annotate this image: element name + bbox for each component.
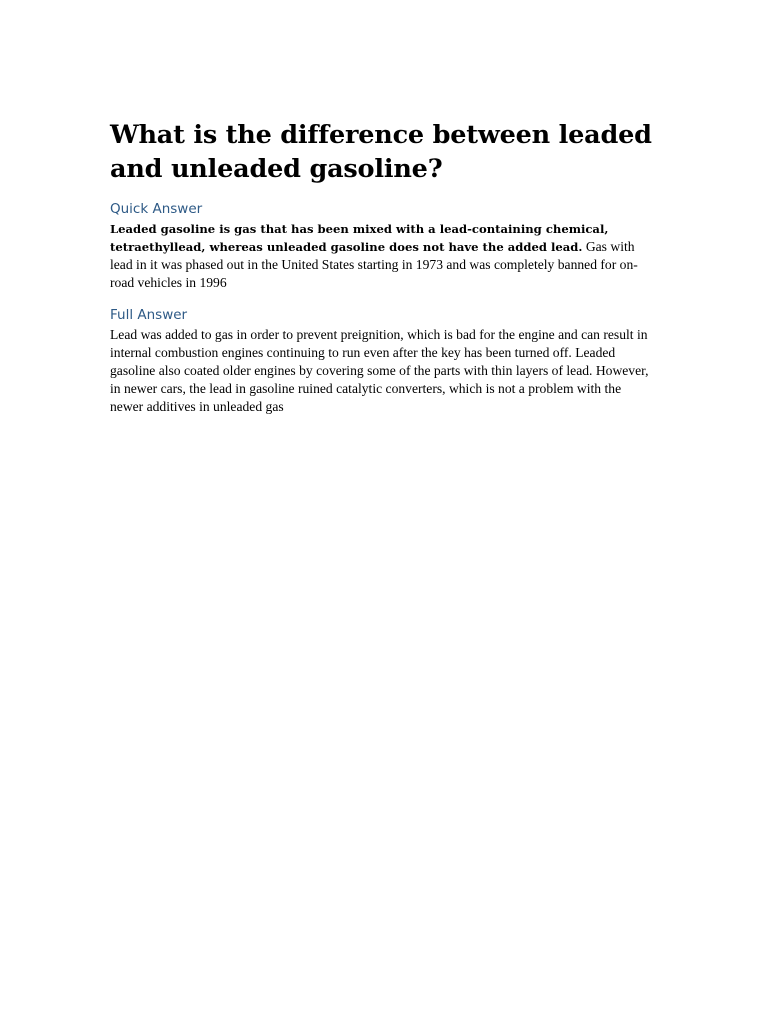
- quick-answer-bold-text: Leaded gasoline is gas that has been mixed with a lead-containing chemical, tetraethyllead, whereas unleaded gasoline does not have the added lead.: [110, 222, 609, 254]
- full-answer-section: [110, 306, 655, 416]
- document-content: [110, 118, 655, 430]
- full-answer-heading: Full Answer: [110, 307, 188, 323]
- page-title: What is the difference between leaded and unleaded gasoline?: [110, 120, 652, 184]
- quick-answer-section: [110, 200, 655, 292]
- quick-answer-heading: Quick Answer: [110, 201, 203, 217]
- full-answer-paragraph: Lead was added to gas in order to prevent preignition, which is bad for the engine and can result in internal combustion engines continuing to run even after the key has been turned off. Leaded gasoline also coated older engines by covering some of the parts with thin layers of lead. However, in newer cars, the lead in gasoline ruined catalytic converters, which is not a problem with the newer additives in unleaded gas: [110, 327, 649, 414]
- quick-answer-paragraph: [110, 220, 655, 292]
- quick-answer-text: Gas with lead in it was phased out in the United States starting in 1973 and was completely banned for on-road vehicles in 1996: [110, 239, 638, 290]
